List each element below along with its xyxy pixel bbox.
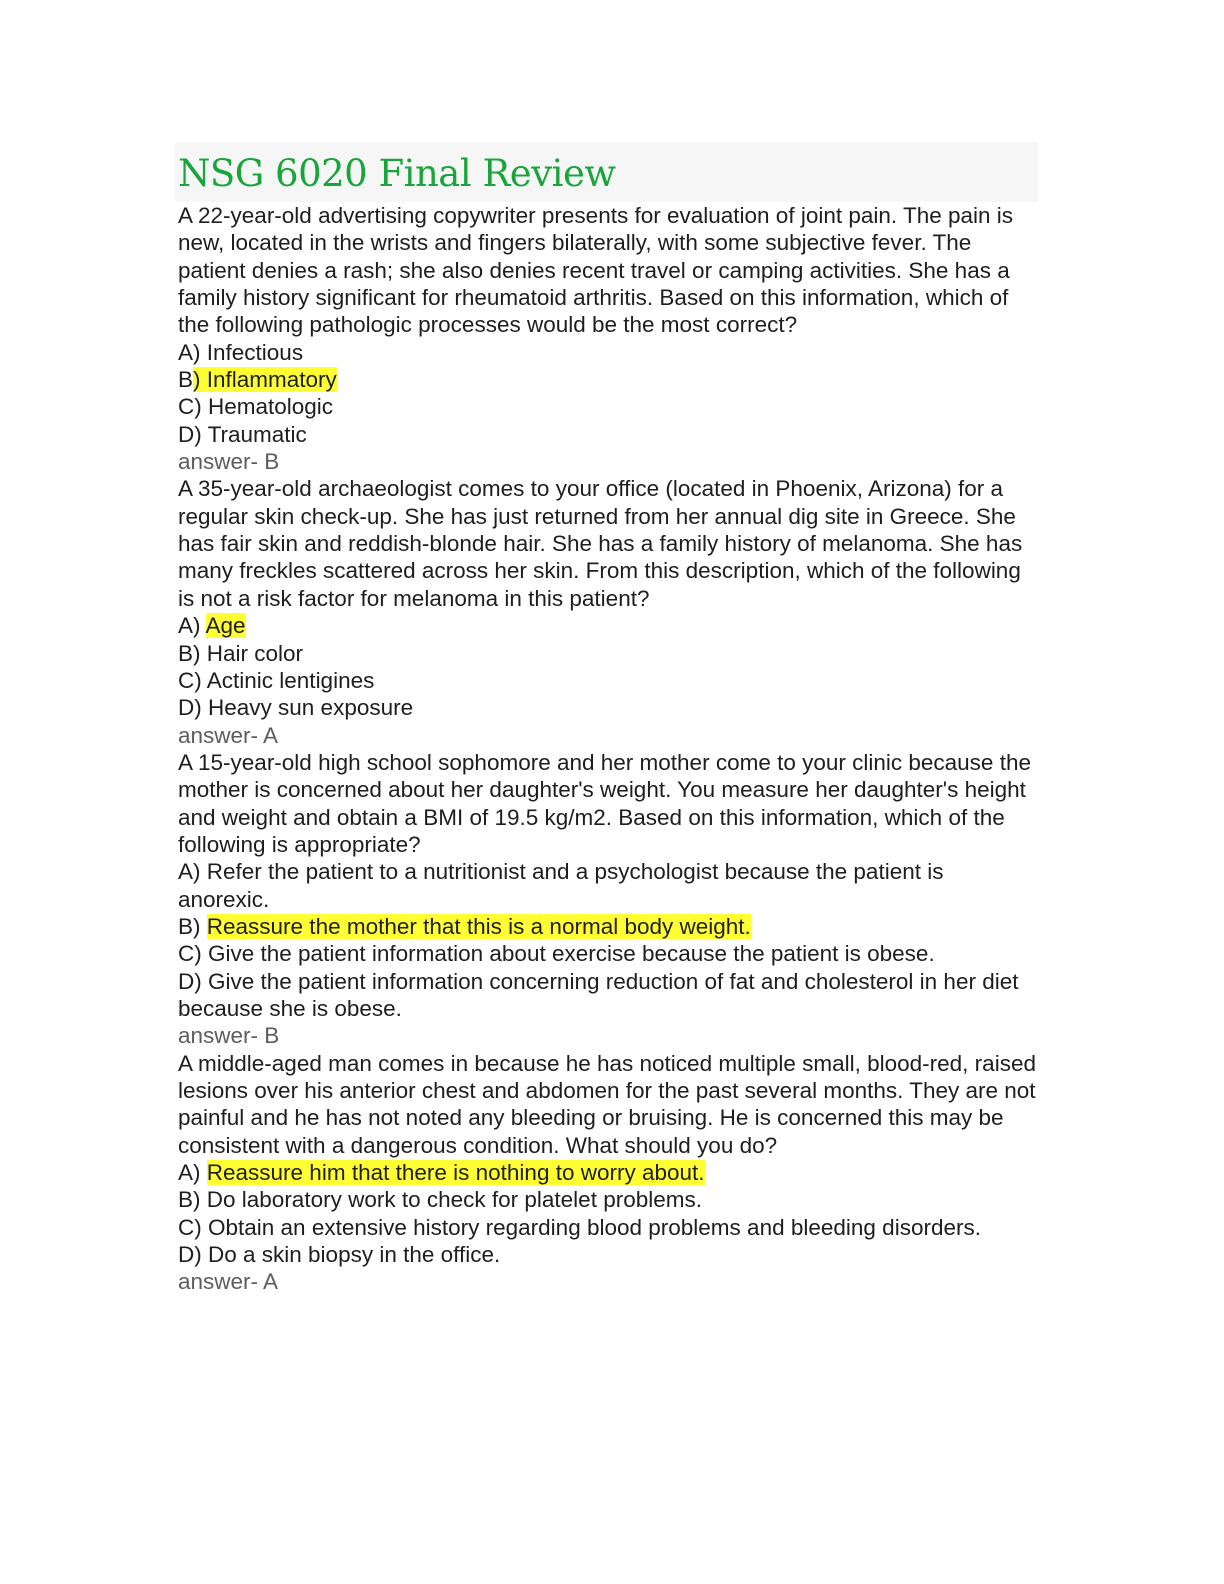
option-b — [178, 640, 1038, 667]
option-d — [178, 694, 1038, 721]
option-b — [178, 366, 1038, 393]
option-text: Actinic lentigines — [206, 667, 375, 693]
option-d — [178, 968, 1038, 1023]
option-c — [178, 940, 1038, 967]
option-text: Infectious — [206, 339, 304, 365]
option-prefix: D) — [178, 695, 208, 721]
option-prefix: C) — [178, 667, 207, 693]
highlighted-correct-option: Reassure him that there is nothing to worry about. — [206, 1160, 705, 1186]
option-prefix: B) — [178, 913, 207, 939]
question-stem: A 22-year-old advertising copywriter presents for evaluation of joint pain. The pain is new, located in the wrists and fingers bilaterally, with some subjective fever. The patient denies a rash; she also denies recent travel or camping activities. She has a family history significant for rheumatoid arthritis. Based on this information, which of the following pathologic processes would be the most correct? — [178, 203, 1014, 338]
option-c — [178, 667, 1038, 694]
option-text: Give the patient information about exercise because the patient is obese. — [208, 941, 935, 967]
option-prefix: D) — [178, 1242, 208, 1268]
option-prefix: C) — [178, 394, 208, 420]
option-prefix: D) — [178, 968, 208, 994]
highlighted-correct-option: Age — [205, 613, 246, 639]
option-text: Do a skin biopsy in the office. — [208, 1242, 501, 1268]
question-stem: A middle-aged man comes in because he has noticed multiple small, blood-red, raised lesions over his anterior chest and abdomen for the past several months. They are not painful and he has not noted any bleeding or bruising. He is concerned this may be consistent with a dangerous condition. What should you do? — [178, 1050, 1036, 1158]
option-prefix: A) — [178, 859, 207, 885]
option-b — [178, 913, 1038, 940]
option-prefix: A) — [178, 339, 207, 365]
highlighted-correct-option: ) Inflammatory — [193, 367, 337, 393]
answer-line: answer- B — [178, 1023, 280, 1049]
option-d — [178, 1241, 1038, 1268]
answer-line: answer- A — [178, 1269, 279, 1295]
option-c — [178, 1214, 1038, 1241]
option-prefix: C) — [178, 1214, 208, 1240]
option-text: Refer the patient to a nutritionist and a psychologist because the patient is anorexic. — [178, 859, 944, 912]
option-c — [178, 393, 1038, 420]
option-text: Heavy sun exposure — [208, 695, 414, 721]
question-stem: A 35-year-old archaeologist comes to your office (located in Phoenix, Arizona) for a regular skin check-up. She has just returned from her annual dig site in Greece. She has fair skin and reddish-blonde hair. She has a family history of melanoma. She has many freckles scattered across her skin. From this description, which of the following is not a risk factor for melanoma in this patient? — [178, 476, 1023, 611]
option-prefix: D) — [178, 421, 208, 447]
option-b — [178, 1186, 1038, 1213]
option-prefix: B) — [178, 1187, 207, 1213]
option-a — [178, 1159, 1038, 1186]
question-stem: A 15-year-old high school sophomore and her mother come to your clinic because the mother is concerned about her daughter's weight. You measure her daughter's height and weight and obtain a BMI of 19.5 kg/m2. Based on this information, which of the following is appropriate? — [178, 749, 1031, 857]
option-prefix: A) — [178, 613, 206, 639]
option-prefix: A) — [178, 1160, 207, 1186]
option-a — [178, 612, 1038, 639]
option-text: Hematologic — [208, 394, 334, 420]
option-a — [178, 858, 1038, 913]
option-text: Do laboratory work to check for platelet problems. — [206, 1187, 702, 1213]
option-a — [178, 339, 1038, 366]
option-text: Give the patient information concerning reduction of fat and cholesterol in her diet because she is obese. — [178, 968, 1019, 1021]
option-prefix: B — [178, 367, 194, 393]
answer-line: answer- A — [178, 722, 279, 748]
highlighted-correct-option: Reassure the mother that this is a normal body weight. — [206, 913, 751, 939]
document-body — [178, 202, 1038, 1296]
option-text: Traumatic — [207, 421, 307, 447]
option-text: Obtain an extensive history regarding blood problems and bleeding disorders. — [208, 1214, 981, 1240]
document-title: NSG 6020 Final Review — [178, 152, 616, 195]
option-prefix: C) — [178, 941, 208, 967]
option-prefix: B) — [178, 640, 207, 666]
option-d — [178, 421, 1038, 448]
option-text: Hair color — [206, 640, 304, 666]
answer-line: answer- B — [178, 449, 280, 475]
